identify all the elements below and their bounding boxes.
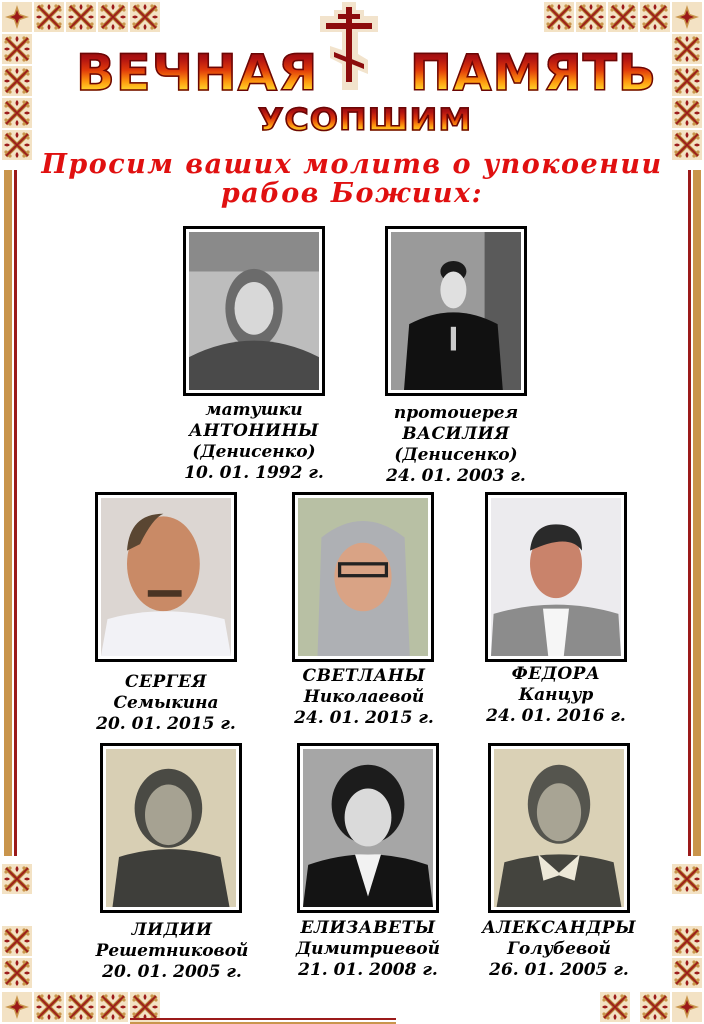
ornament-tile-icon <box>98 2 128 32</box>
death-date: 20. 01. 2015 г. <box>96 714 236 734</box>
death-date: 26. 01. 2005 г. <box>489 960 629 980</box>
memorial-caption <box>278 918 458 981</box>
ornament-tile-icon <box>600 992 630 1022</box>
person-name: ЛИДИИ <box>131 920 213 940</box>
memorial-caption <box>76 672 256 735</box>
ornament-tile-icon <box>2 34 32 64</box>
death-date: 20. 01. 2005 г. <box>102 962 242 982</box>
ornament-tile-icon <box>672 926 702 956</box>
memorial-caption <box>466 664 646 727</box>
person-surname: Решетниковой <box>95 941 249 961</box>
ornament-tile-icon <box>672 992 702 1022</box>
ornament-tile-icon <box>640 2 670 32</box>
title-right: ПАМЯТЬ <box>410 44 658 102</box>
ornament-tile-icon <box>2 2 32 32</box>
person-surname: Семыкина <box>113 693 219 713</box>
portrait-photo <box>485 492 627 662</box>
memorial-caption <box>464 918 654 981</box>
memorial-caption <box>82 920 262 983</box>
ornament-tile-icon <box>2 992 32 1022</box>
ornament-tile-icon <box>2 98 32 128</box>
ornament-tile-icon <box>2 66 32 96</box>
ornament-tile-icon <box>576 2 606 32</box>
person-name: ФЕДОРА <box>511 664 601 684</box>
ornament-tile-icon <box>672 130 702 160</box>
ornament-tile-icon <box>34 992 64 1022</box>
ornament-tile-icon <box>2 958 32 988</box>
right-rail-gold <box>693 170 701 856</box>
ornament-tile-icon <box>672 98 702 128</box>
memorial-caption <box>366 403 546 487</box>
portrait-photo <box>385 226 527 396</box>
person-surname: Канцур <box>518 685 594 705</box>
ornament-tile-icon <box>672 2 702 32</box>
person-surname: Димитриевой <box>296 939 440 959</box>
ornament-tile-icon <box>672 34 702 64</box>
person-name: СВЕТЛАНЫ <box>302 666 426 686</box>
person-name: АНТОНИНЫ <box>189 421 319 441</box>
ornament-tile-icon <box>608 2 638 32</box>
portrait-photo <box>297 743 439 913</box>
bottom-rail-red <box>130 1018 396 1020</box>
ornament-tile-icon <box>66 992 96 1022</box>
title-left: ВЕЧНАЯ <box>76 44 319 102</box>
portrait-photo <box>488 743 630 913</box>
portrait-photo <box>100 743 242 913</box>
portrait-photo <box>292 492 434 662</box>
left-rail-gold <box>4 170 12 856</box>
person-surname: Николаевой <box>303 687 425 707</box>
memorial-caption <box>274 666 454 729</box>
person-surname: (Денисенко) <box>192 442 316 462</box>
ornament-tile-icon <box>672 66 702 96</box>
ornament-tile-icon <box>672 958 702 988</box>
clergy-title: протоиерея <box>393 403 519 423</box>
ornament-tile-icon <box>66 2 96 32</box>
title-sub: УСОПШИМ <box>258 103 473 138</box>
orthodox-cross-icon <box>318 2 380 90</box>
portrait-photo <box>95 492 237 662</box>
prayer-line-2: рабов Божиих: <box>220 178 484 209</box>
person-name: СЕРГЕЯ <box>125 672 207 692</box>
person-name: ЕЛИЗАВЕТЫ <box>300 918 436 938</box>
person-surname: Голубевой <box>507 939 611 959</box>
ornament-tile-icon <box>130 2 160 32</box>
clergy-title: матушки <box>205 400 303 420</box>
prayer-line-1: Просим ваших молитв о упокоении <box>41 149 663 180</box>
person-name: ВАСИЛИЯ <box>402 424 510 444</box>
ornament-tile-icon <box>2 130 32 160</box>
left-rail-red <box>14 170 17 856</box>
memorial-caption <box>164 400 344 484</box>
death-date: 10. 01. 1992 г. <box>184 463 324 483</box>
ornament-tile-icon <box>544 2 574 32</box>
person-name: АЛЕКСАНДРЫ <box>481 918 637 938</box>
death-date: 24. 01. 2003 г. <box>386 466 526 486</box>
ornament-tile-icon <box>98 992 128 1022</box>
death-date: 24. 01. 2016 г. <box>486 706 626 726</box>
ornament-tile-icon <box>640 992 670 1022</box>
death-date: 21. 01. 2008 г. <box>298 960 438 980</box>
portrait-photo <box>183 226 325 396</box>
ornament-tile-icon <box>2 864 32 894</box>
right-rail-red <box>688 170 691 856</box>
ornament-tile-icon <box>672 864 702 894</box>
ornament-tile-icon <box>2 926 32 956</box>
ornament-tile-icon <box>34 2 64 32</box>
death-date: 24. 01. 2015 г. <box>294 708 434 728</box>
person-surname: (Денисенко) <box>394 445 518 465</box>
